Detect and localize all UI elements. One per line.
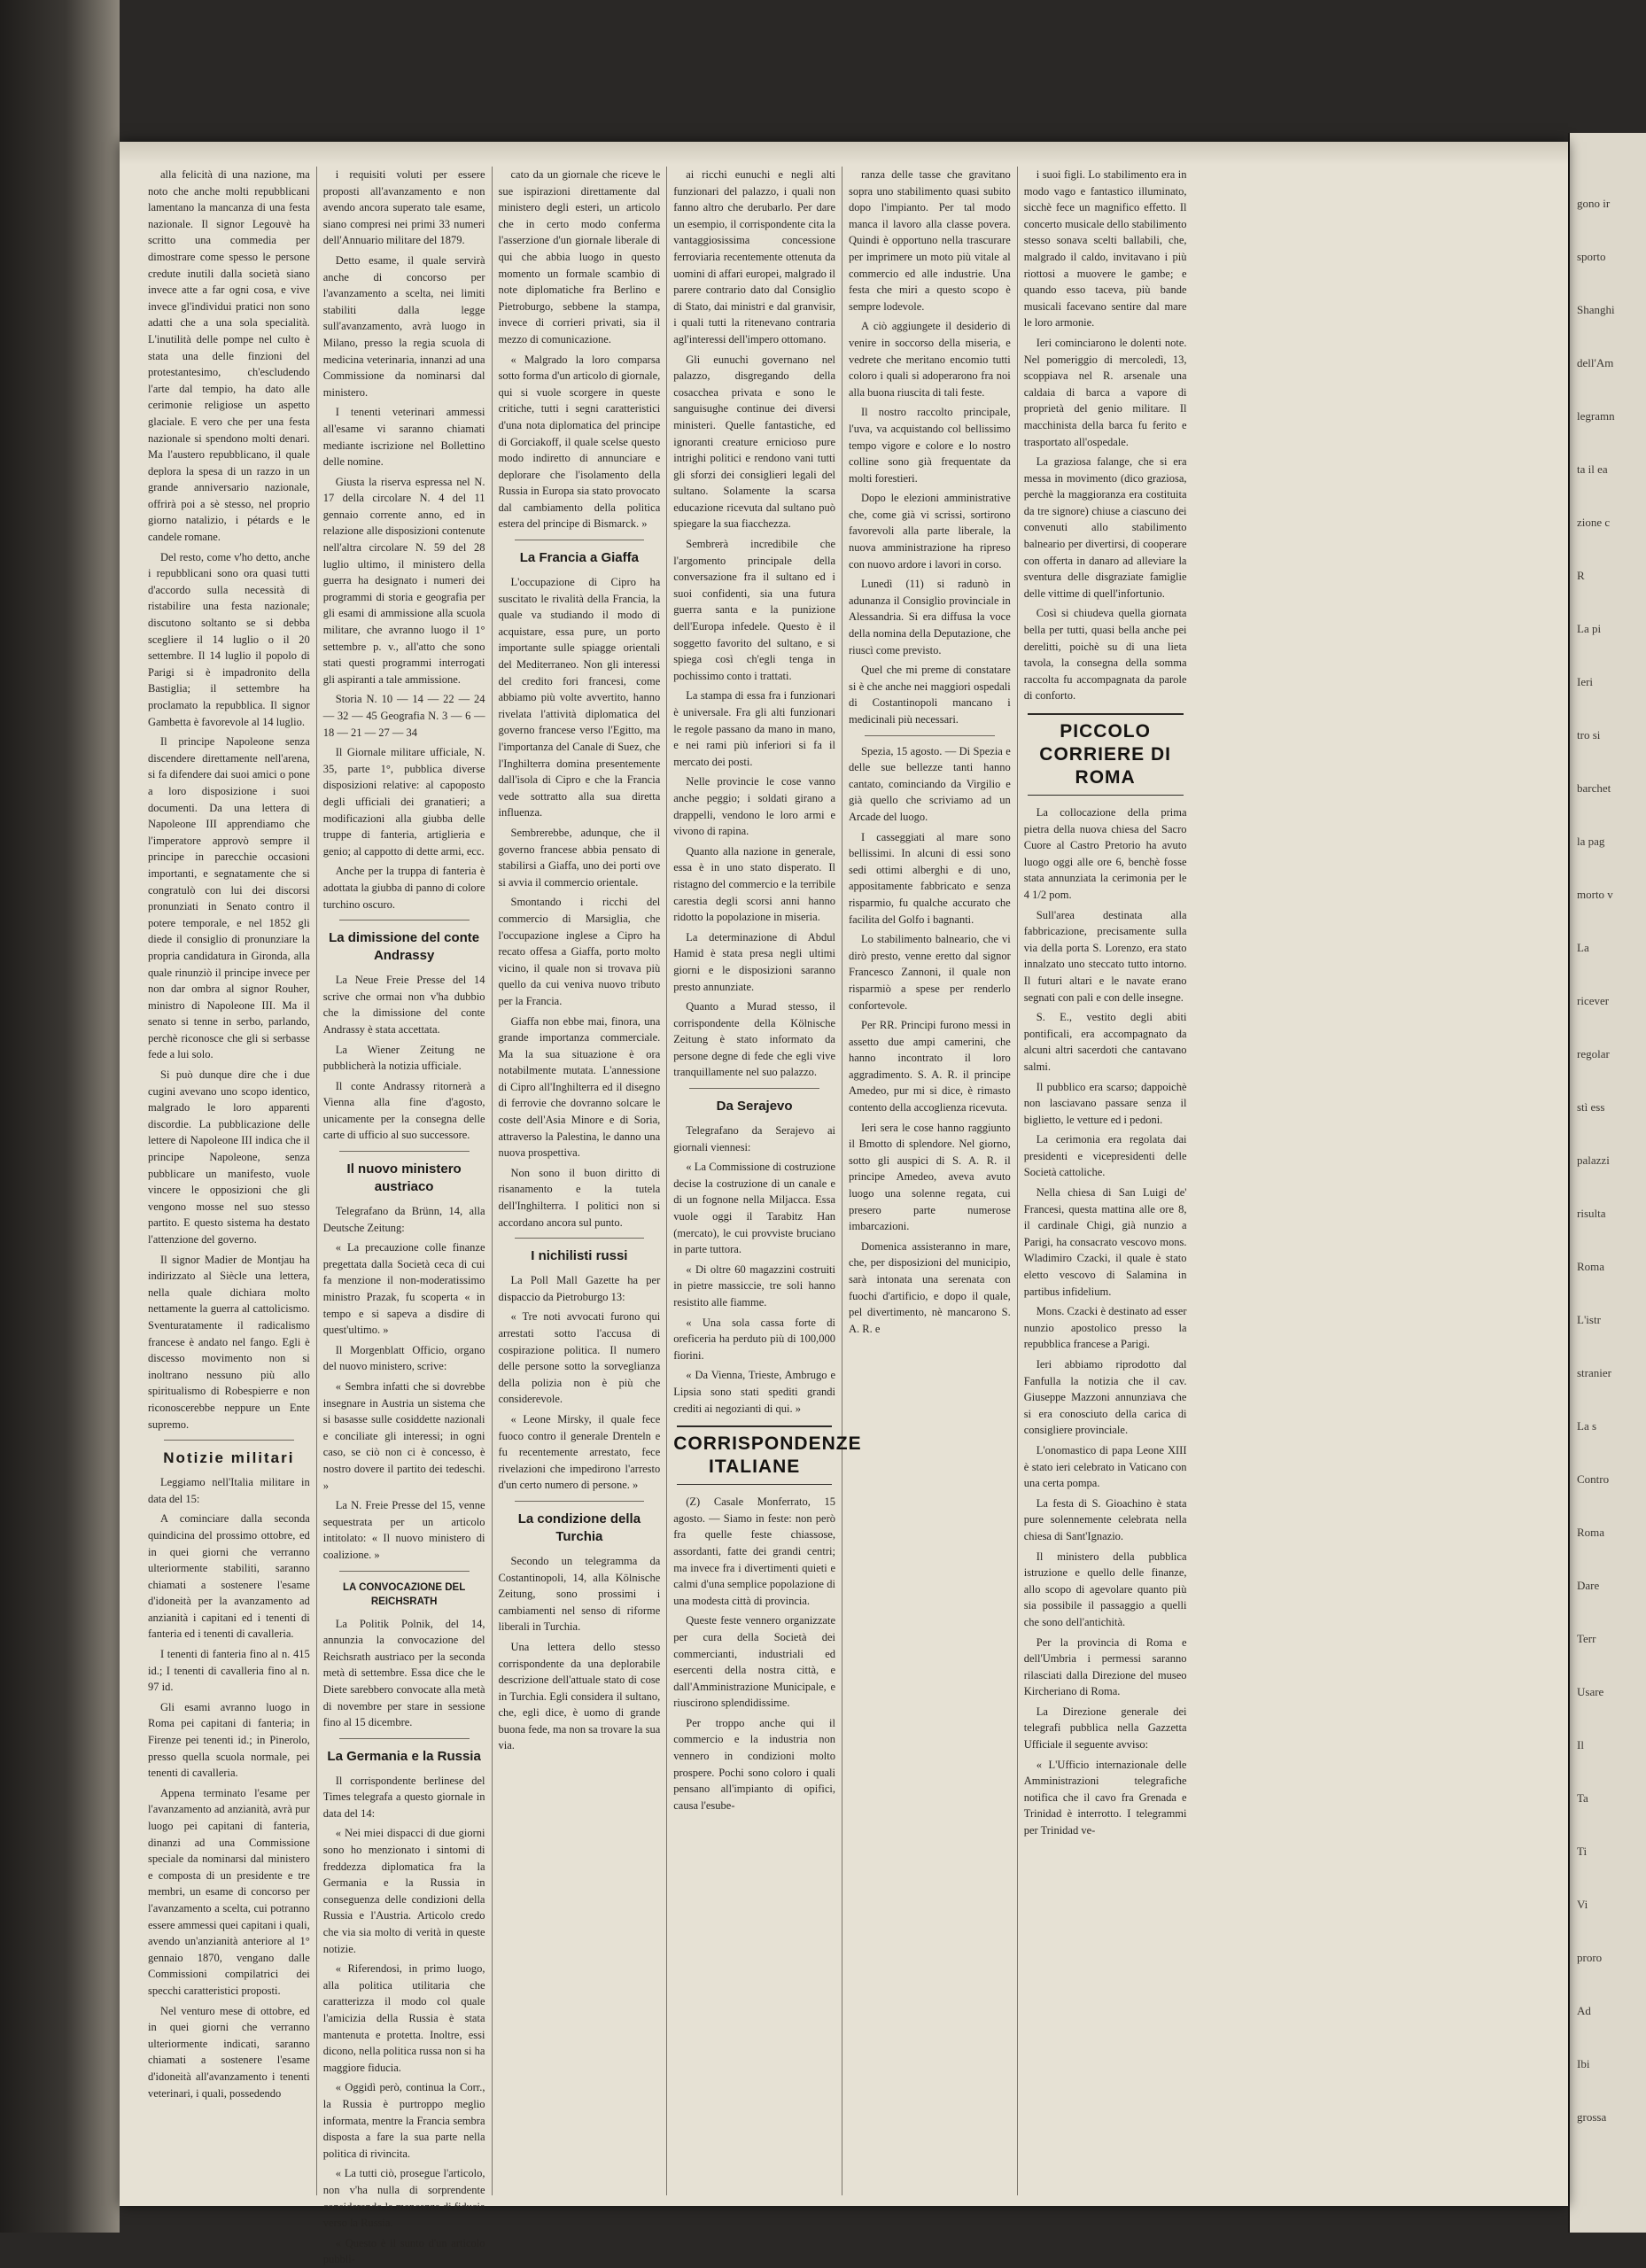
section-heading: La dimissione del conte Andrassy [329, 930, 480, 964]
divider [339, 1571, 470, 1572]
divider [164, 1440, 294, 1441]
paragraph: Telegrafano da Brünn, 14, alla Deutsche Zeitung: [322, 1205, 485, 1234]
paragraph: ai ricchi eunuchi e negli alti funzionari del palazzo, i quali non fanno altro che derubarlo. Per dare un esempio, il corrispondente cita la vantaggiosissima concessione ferroviaria recentemente ottenuta da uomini di affari europei, malgrado il parere contrario dato dal Consiglio di Stato, dai ministri e dal granvisir, i quali tutti la ritenevano contraria agl'interessi dell'impero ottomano. [673, 168, 835, 346]
adjacent-page-text: morto v [1577, 888, 1613, 901]
paragraph: Il pubblico era scarso; dappoichè non lasciavano passare senza il biglietto, le vetture ed i pedoni. [1023, 1080, 1187, 1126]
section-heading: Da Serajevo [716, 1099, 793, 1115]
adjacent-page-text: Il [1577, 1738, 1584, 1751]
paragraph: Sull'area destinata alla fabbricazione, precisamente sulla via della porta S. Lorenzo, era stato innalzato uno steccato tutto intorno. Il futuri altari e le navate erano segnati con pali e con delle insegne. [1023, 908, 1187, 1004]
section-heading: Notizie militari [163, 1449, 295, 1467]
adjacent-page-text: Ibi [1577, 2057, 1590, 2070]
paragraph: Detto esame, il quale servirà anche di concorso per l'avanzamento a scelta, nei limiti stabiliti dalla legge sull'avanzamento, avrà luogo in Milano, presso la regia scuola di medicina veterinaria, innanzi ad una Commissione da nominarsi dal ministero. [322, 253, 485, 399]
paragraph: La N. Freie Presse del 15, venne sequestrata per un articolo intitolato: « Il nuovo ministero di coalizione. » [322, 1499, 485, 1561]
paragraph: La Wiener Zeitung ne pubblicherà la notizia ufficiale. [322, 1043, 485, 1073]
paragraph: « La Commissione di costruzione decise la costruzione di un canale e di un fognone nella Miljacca. Essa vuole oggi il Tarabitz Han (mercato), le cui provviste bruciano in parte tuttora. [673, 1161, 835, 1256]
paragraph: Gli eunuchi governano nel palazzo, disgregando della cosacchea privata e sono le sanguisughe continue dei diversi ministeri. Quelle fantastiche, ed ignoranti creature ernicioso pure intrighi politici e rendono vani tutti gli sforzi dei consiglieri legali del sultano. Solamente la scarsa educazione ricevuta dal sultano può spiegare la sua fiacchezza. [673, 353, 835, 531]
paragraph: Il Morgenblatt Officio, organo del nuovo ministero, scrive: [322, 1343, 485, 1373]
adjacent-page-text: La [1577, 941, 1589, 954]
adjacent-page-text: La pi [1577, 622, 1602, 635]
paragraph: Leggiamo nell'Italia militare in data del 15: [148, 1476, 310, 1505]
paragraph: « Tre noti avvocati furono qui arrestati sotto l'accusa di cospirazione politica. Il numero delle persone sotto la sorveglianza della polizia non è più che considerevole. [498, 1310, 661, 1406]
paragraph: « Nei miei dispacci di due giorni sono ho menzionato i sintomi di freddezza diplomatica fra la Germania e la Russia in conseguenza delle condizioni della Russia e l'Austria. Articolo credo che via sia molto di verità in queste notizie. [322, 1827, 485, 1955]
paragraph: La Neue Freie Presse del 14 scrive che ormai non v'ha dubbio che la dimissione del conte Andrassy è stata accettata. [322, 974, 485, 1036]
paragraph: La Poll Mall Gazette ha per dispaccio da Pietroburgo 13: [498, 1274, 661, 1303]
paragraph: Smontando i ricchi del commercio di Marsiglia, che l'occupazione inglese a Cipro ha recato offesa a Giaffa, porto molto vicino, il quale non si trovava più quello da cui veniva nuovo tributo per la Francia. [498, 896, 661, 1007]
paragraph: Ieri cominciarono le dolenti note. Nel pomeriggio di mercoledì, 13, scoppiava nel R. arsenale una caldaia di barca a vapore di proprietà del genio militare. Il macchinista della barca fu ferito e trasportato all'ospedale. [1023, 336, 1187, 448]
paragraph: Storia N. 10 — 14 — 22 — 24 — 32 — 45 Geografia N. 3 — 6 — 18 — 21 — 27 — 34 [322, 693, 485, 739]
paragraph: Gli esami avranno luogo in Roma pei capitani di fanteria; in Firenze pei tenenti id.; in Pinerolo, presso quella scuola normale, pei tenenti di cavalleria. [148, 1700, 310, 1780]
paragraph: Mons. Czacki è destinato ad esser nunzio apostolico presso la repubblica francese a Parigi. [1023, 1305, 1187, 1351]
paragraph: « Riferendosi, in primo luogo, alla politica utilitaria che caratterizza il modo col quale l'amicizia della Russia è stata mantenuta e protetta. Inoltre, essi dicono, nella politica russa non si ha maggiore fiducia. [322, 1962, 485, 2074]
paragraph: i requisiti voluti per essere proposti all'avanzamento e non avendo ancora superato tale esame, siano compresi nei primi 33 numeri dell'Annuario militare del 1879. [322, 168, 485, 247]
paragraph: I tenenti di fanteria fino al n. 415 id.; I tenenti di cavalleria fino al n. 97 id. [148, 1648, 310, 1694]
paragraph: « La precauzione colle finanze pregettata dalla Società ceca di cui fa menzione il non-moderatissimo ministro Prazak, fu scoperta « in tempo e si sapeva a disdire di quest'ultimo. » [322, 1241, 485, 1337]
paragraph: Nelle provincie le cose vanno anche peggio; i soldati girano a drappelli, vendono le loro armi e vivono di rapina. [673, 775, 835, 838]
paragraph: L'onomastico di papa Leone XIII è stato ieri celebrato in Vaticano con una certa pompa. [1023, 1443, 1187, 1490]
paragraph: « Questo è il sunto d'un articolo pubbli- [322, 2236, 485, 2266]
paragraph: Il principe Napoleone senza discendere direttamente nell'arena, si fa difendere dai suoi amici o pone a loro disposizione i suoi documenti. Da una lettera di Napoleone III apprendiamo che l'imperatore approvò sempre il principe in parecchie occasioni importanti, e segnatamente che si congratulò con lui dei discorsi pronunziati in Senato contro il potere temporale, e nel 1852 gli diede il consiglio di pronunziare la propria candidatura in Gironda, alla quale rinunziò il principe invece per non dar ombra al signor Rouher, ministro di Napoleone III. Ma il senato si tenne in serbo, parlando, perchè riconosce che gli si serbasse fede a lui solo. [148, 735, 310, 1061]
paragraph: Del resto, come v'ho detto, anche i repubblicani sono ora quasi tutti d'accordo sulla necessità di ristabilire una festa nazionale; discutono soltanto se si debba scegliere il 14 luglio o il 20 settembre. Il 14 luglio il popolo di Parigi si è impadronito della Bastiglia; il settembre ha proclamato la repubblica. Il signor Gambetta è favorevole al 14 luglio. [148, 550, 310, 728]
column-grid [142, 167, 1543, 2266]
section-heading: La condizione della Turchia [517, 1511, 641, 1544]
paragraph: Quel che mi preme di constatare si è che anche nei maggiori ospedali di Costantinopoli mancano i medicinali più necessari. [849, 664, 1011, 726]
paragraph: Sembrerebbe, adunque, che il governo francese abbia pensato di stabilirsi a Giaffa, uno dei porti ove si avvia il commercio orientale. [498, 826, 661, 889]
adjacent-page-strip [1568, 133, 1646, 2233]
adjacent-page-text: Roma [1577, 1260, 1605, 1273]
paragraph: cato da un giornale che riceve le sue ispirazioni direttamente dal ministero degli esteri, un articolo che in certo modo conferma l'asserzione d'un giornale liberale di qui che abbia luogo in questo momento un formale scambio di note diplomatiche fra Berlino e Pietroburgo, sebbene la stampa, invece di corrieri privati, sia il mezzo di comunicazione. [498, 168, 661, 346]
adjacent-page-text: la pag [1577, 835, 1605, 848]
adjacent-page-text: La s [1577, 1419, 1597, 1433]
paragraph: A ciò aggiungete il desiderio di venire in soccorso della miseria, e vedrete che meritano encomio tutti coloro i quali si adoperarono fra noi alla buona riuscita di tali feste. [849, 320, 1011, 399]
paragraph: La cerimonia era regolata dai presidenti e vicepresidenti delle Società cattoliche. [1023, 1133, 1187, 1179]
scan-left-edge [0, 0, 120, 2233]
paragraph: Telegrafano da Serajevo ai giornali viennesi: [673, 1124, 835, 1153]
paragraph: Così si chiudeva quella giornata bella per tutti, quasi bella anche pei derelitti, poichè su di una lieta tavola, la consegna della somma raccolta fu accompagnata da parole di conforto. [1023, 607, 1187, 703]
paragraph: La Politik Polnik, del 14, annunzia la convocazione del Reichsrath austriaco per la seconda metà di settembre. Essa dice che le Diete sarebbero convocate alla metà di novembre per stare in sessione fino al 15 dicembre. [322, 1617, 485, 1729]
paragraph: Queste feste vennero organizzate per cura della Società dei commercianti, industriali ed esercenti della nostra città, e dall'Amministrazione Municipale, e riuscirono splendidissime. [673, 1614, 835, 1710]
paragraph: « Di oltre 60 magazzini costruiti in pietre massiccie, tre soli hanno resistito alle fiamme. [673, 1262, 835, 1309]
paragraph: La determinazione di Abdul Hamid è stata presa negli ultimi giorni e le disposizioni saranno presto annunziate. [673, 930, 835, 993]
paragraph: Si può dunque dire che i due cugini avevano uno scopo identico, malgrado le loro apparenti discordie. La pubblicazione delle lettere di Napoleone III indica che il principe Napoleone, senza pubblicare un manifesto, vuole vincere le opposizioni che gli vengono mosse nel suo stesso partito. E questo sistema ha destato l'attenzione del governo. [148, 1068, 310, 1246]
adjacent-page-text: palazzi [1577, 1153, 1610, 1167]
adjacent-page-text: ta il ea [1577, 462, 1608, 476]
double-rule-top [1028, 713, 1184, 715]
paragraph: Secondo un telegramma da Costantinopoli, 14, alla Kölnische Zeitung, sono prossimi i cambiamenti nel senso di riforme liberali in Turchia. [498, 1554, 661, 1634]
paragraph: La collocazione della prima pietra della nuova chiesa del Sacro Cuore al Castro Pretorio ha avuto luogo oggi alle ore 6, benchè fosse stata annunziata la cerimonia per le 4 1/2 pom. [1023, 806, 1187, 901]
paragraph: Appena terminato l'esame per l'avanzamento ad anzianità, avrà pur luogo pei capitani di fanteria, dinanzi ad una Commissione speciale da nominarsi dal ministero e composta di un presidente e tre membri, un esame di concorso per l'avanzamento a scelta, cui potranno essere ammessi quei capitani i quali, avendo un'anzianità anteriore al 1° gennaio 1870, vengano dalle Commissioni compilatrici dei specchi caratteristici proposti. [148, 1786, 310, 1997]
adjacent-page-text: Dare [1577, 1579, 1600, 1592]
divider [515, 1501, 645, 1502]
adjacent-page-text: zione c [1577, 516, 1611, 529]
section-heading: LA CONVOCAZIONE DEL REICHSRATH [343, 1581, 466, 1607]
paragraph: Anche per la truppa di fanteria è adottata la giubba di panno di colore turchino oscuro. [322, 865, 485, 911]
paragraph: Il corrispondente berlinese del Times telegrafa a questo giornale in data del 14: [322, 1774, 485, 1820]
paragraph: Nel venturo mese di ottobre, ed in quei giorni che verranno ulteriormente indicati, saranno chiamati a sostenere l'esame d'idoneità all'avanzamento i tenenti veterinari, i quali, possedendo [148, 2004, 310, 2100]
adjacent-page-text: Usare [1577, 1685, 1604, 1698]
paragraph: S. E., vestito degli abiti pontificali, era accompagnato da alcuni altri sacerdoti che cantavano salmi. [1023, 1011, 1187, 1073]
paragraph: « L'Ufficio internazionale delle Amministrazioni telegrafiche notifica che il cavo fra Grenada e Trinidad è interrotto. I telegrammi per Trinidad ve- [1023, 1758, 1187, 1837]
section-heading: La Francia a Giaffa [519, 550, 639, 566]
paragraph: Per RR. Principi furono messi in assetto due ampi camerini, che hanno incontrato il loro aggradimento. S. A. R. il principe Amedeo, pur mi si dice, è rimasto contento della accoglienza ricevuta. [849, 1019, 1011, 1115]
paragraph: Lunedì (11) si radunò in adunanza il Consiglio provinciale in Alessandria. Si era diffusa la voce della nomina della Deputazione, che riuscì come previsto. [849, 578, 1011, 656]
paragraph: « Oggidì però, continua la Corr., la Russia è purtroppo meglio informata, mentre la Francia sembra disposta a fare la sua parte nella politica di rivincita. [322, 2081, 485, 2160]
column-1 [142, 167, 317, 2195]
paragraph: Il conte Andrassy ritornerà a Vienna alla fine d'agosto, unicamente per la consegna delle carte di ufficio al suo successore. [322, 1079, 485, 1142]
adjacent-page-text: legramn [1577, 409, 1615, 423]
section-heading: I nichilisti russi [531, 1248, 628, 1264]
paragraph: A cominciare dalla seconda quindicina del prossimo ottobre, ed in quei giorni che verranno ulteriormente stabiliti, saranno chiamati a sostenere l'esame d'idoneità per la avanzamento ad anzianità i capitani ed i tenenti di fanteria ed i tenenti di cavalleria. [148, 1512, 310, 1641]
adjacent-page-text: Contro [1577, 1472, 1610, 1486]
adjacent-page-text: Ta [1577, 1791, 1588, 1805]
divider [339, 1151, 470, 1152]
paragraph: « Malgrado la loro comparsa sotto forma d'un articolo di giornale, qui si vuole scorgere in queste critiche, tutti i segni caratteristici d'una nota diplomatica del principe di Gorciakoff, il quale scelse questo modo indiretto di annunciare e deplorare che l'isolamento della Russia in Europa sia stato provocato dal cambiamento della politica estera del principe di Bismarck. » [498, 353, 661, 531]
paragraph: La stampa di essa fra i funzionari è universale. Fra gli alti funzionari le regole passano da mano in mano, e nei rami più inferiori si fa il mercato dei posti. [673, 689, 835, 768]
paragraph: i suoi figli. Lo stabilimento era in modo vago e fantastico illuminato, sicchè fece un magnifico effetto. Il concerto musicale dello stabilimento stesso sonava scelti ballabili, che, malgrado il caldo, invitavano i più riottosi a muovere le gambe; e quando esso taceva, più bande musicali facevano sentire dal mare le loro armonie. [1023, 168, 1187, 330]
adjacent-page-text: Vi [1577, 1898, 1588, 1911]
paragraph: I casseggiati al mare sono bellissimi. In alcuni di essi sono sedi ottimi alberghi e di uno, appositamente fabbricato e senza risparmio, fu qualche accurato che facilita del Golfo i bagnanti. [849, 830, 1011, 926]
adjacent-page-text: barchet [1577, 781, 1611, 795]
paragraph: ranza delle tasse che gravitano sopra uno stabilimento quasi subito dopo l'impianto. Per tal modo manca il lavoro alla classe povera. Quindi è opportuno nella trascurare per imprimere un moto più vitale al commercio ed alle industrie. Una festa che miri a questo scopo è sempre lodevole. [849, 168, 1011, 313]
adjacent-page-text: R [1577, 569, 1585, 582]
paragraph: La graziosa falange, che si era messa in movimento (dico graziosa, perchè la maggioranza era costituita da tre signore) chiuse a ciascuno dei convenuti allo stabilimento balneario per divertirsi, di cooperare con offerta in danaro ad alleviare la sventura delle disgraziate famiglie delle vittime di quell'infortunio. [1023, 455, 1187, 600]
paragraph: Non sono il buon diritto di risanamento e la tutela dell'Inghilterra. I politici non si accordano ancora sul punto. [498, 1166, 661, 1229]
adjacent-page-text: sporto [1577, 250, 1606, 263]
paragraph: Quanto a Murad stesso, il corrispondente della Kölnische Zeitung è stato informato da persone degne di fede che egli vive tranquillamente nel suo palazzo. [673, 1000, 835, 1079]
section-heading: Il nuovo ministero austriaco [346, 1161, 462, 1195]
column-2 [317, 167, 493, 2266]
double-rule-bottom [677, 1484, 832, 1485]
paragraph: Domenica assisteranno in mare, che, per disposizioni del municipio, sarà intonata una serenata con fuochi d'artificio, e dopo il quale, pel divertimento, nè mancarono S. A. R. e [849, 1239, 1011, 1335]
divider [865, 735, 995, 736]
adjacent-page-text: grossa [1577, 2110, 1607, 2124]
paragraph: Giaffa non ebbe mai, finora, una grande importanza commerciale. Ma la sua situazione è ora notabilmente mutata. L'annessione di Cipro all'Inghilterra ed il disegno di ferrovie che dovranno solcare le coste dell'Asia Minore e di Soria, attraverso la Palestina, le danno una nuova prospettiva. [498, 1014, 661, 1160]
paragraph: Nella chiesa di San Luigi de' Francesi, questa mattina alle ore 8, il cardinale Chigi, già nunzio a Parigi, ha consacrato vescovo mons. Wladimiro Czacki, il quale è stato eletto vescovo di Salamina in partibus infidelium. [1023, 1186, 1187, 1298]
adjacent-page-text: risulta [1577, 1207, 1606, 1220]
paragraph: « Sembra infatti che si dovrebbe insegnare in Austria un sistema che si basasse sulle cosiddette nazionali e conciliate gli interessi; in ogni caso, se ciò non ci è concesso, è nostro dovere il partito dei tedeschi. » [322, 1380, 485, 1492]
section-heading-large: PICCOLO CORRIERE DI ROMA [1039, 721, 1171, 788]
section-heading: La Germania e la Russia [327, 1748, 481, 1764]
paragraph: Lo stabilimento balneario, che vi dirò presto, venne eretto dal signor Francesco Zannoni, il quale non risparmiò a spese per renderlo confortevole. [849, 933, 1011, 1012]
paragraph: Una lettera dello stesso corrispondente da una deplorabile descrizione dell'attuale stato di cose in Turchia. Egli considera il sultano, che, egli dice, è uomo di grande buona fede, ma non sa trovare la sua via. [498, 1640, 661, 1752]
paragraph: Sembrerà incredibile che l'argomento principale della conversazione fra il sultano ed i suoi confidenti, sia una futura guerra santa e la punizione dell'Europa infedele. Questo è il soggetto favorito del sultano, e si spiega così ch'egli tenga in pochissimo conto i trattati. [673, 538, 835, 682]
adjacent-page-text: Terr [1577, 1632, 1596, 1645]
paragraph: Il ministero della pubblica istruzione e quello delle finanze, allo scopo di agevolare quanto più sia possibile il passaggio a quelli che sono dell'antichità. [1023, 1550, 1187, 1628]
divider [689, 1088, 819, 1089]
adjacent-page-text: ricever [1577, 994, 1610, 1007]
paragraph: La Direzione generale dei telegrafi pubblica nella Gazzetta Ufficiale il seguente avviso: [1023, 1705, 1187, 1751]
adjacent-page-text: Roma [1577, 1526, 1605, 1539]
adjacent-page-text: stranier [1577, 1366, 1611, 1379]
divider [339, 1738, 470, 1739]
paragraph: Spezia, 15 agosto. — Di Spezia e delle sue bellezze tanti hanno cantato, cominciando da Virgilio e già quello che scriviamo ad un Arcade del luogo. [849, 744, 1011, 823]
adjacent-page-text: dell'Am [1577, 356, 1614, 369]
adjacent-page-text: Ti [1577, 1845, 1588, 1858]
paragraph: Giusta la riserva espressa nel N. 17 della circolare N. 4 del 11 gennaio corrente anno, ed in relazione alle disposizioni contenute nell'altra circolare N. 59 del 28 luglio ultimo, il ministero della guerra ha designato i numeri dei programmi di storia e geografia per gli esami di ammissione alla scuola militare, che avranno luogo il 1° settembre p. v., all'atto che sono stati questi programmi interrogati gli aspiranti a tale ammissione. [322, 475, 485, 686]
paragraph: L'occupazione di Cipro ha suscitato le rivalità della Francia, la quale va studiando il modo di acquistare, essa pure, un porto importante sulle spiagge orientali del Mediterraneo. Non gli interessi del credito fori francesi, come abbiamo più volte avvertito, hanno rivelata l'attività diplomatica del governo francese verso l'Egitto, ma l'importanza del Canale di Suez, che l'Inghilterra domina presentemente dall'isola di Cipro e che la Francia vede sottratto alla sua diretta influenza. [498, 576, 661, 819]
paragraph: Per troppo anche qui il commercio e la industria non vennero in condizioni molto prospere. Pochi sono coloro i quali pensano all'impianto di opifici, causa l'esube- [673, 1716, 835, 1812]
divider [515, 1238, 645, 1239]
paragraph: « Una sola cassa forte di oreficeria ha perduto più di 100,000 fiorini. [673, 1316, 835, 1362]
paragraph: Dopo le elezioni amministrative che, come già vi scrissi, sortirono favorevoli alla parte liberale, la nuova amministrazione ha ripreso con nuovo ardore i lavori in corso. [849, 492, 1011, 571]
newspaper-page [120, 142, 1568, 2266]
adjacent-page-text: regolar [1577, 1047, 1610, 1060]
column-6 [1018, 167, 1193, 2195]
adjacent-page-text: Ad [1577, 2004, 1591, 2017]
paragraph: I tenenti veterinari ammessi all'esame vi saranno chiamati mediante iscrizione nel Bollettino delle nomine. [322, 406, 485, 469]
paragraph: (Z) Casale Monferrato, 15 agosto. — Siamo in feste: non però fra quelle feste chiassose, assordanti, fatte dei grandi centri; ma invece fra i divertimenti quieti e calmi d'una semplice popolazione di una modesta città di provincia. [673, 1495, 835, 1607]
paragraph: Per la provincia di Roma e dell'Umbria i permessi saranno rilasciati dalla Direzione del museo Kircheriano di Roma. [1023, 1635, 1187, 1698]
adjacent-page-text: stì ess [1577, 1100, 1605, 1114]
paragraph: La festa di S. Gioachino è stata pure solennemente celebrata nella chiesa di Sant'Ignazio. [1023, 1496, 1187, 1542]
paragraph: Il Giornale militare ufficiale, N. 35, parte 1°, pubblica diverse disposizioni relative: al capoposto degli ufficiali dei granatieri; a modificazioni alla giubba delle truppe di fanteria, artiglieria e genio; al cappotto di dette armi, ecc. [322, 746, 485, 858]
paragraph: Il signor Madier de Montjau ha indirizzato al Siècle una lettera, nella quale dichiara molto nettamente la guerra al cattolicismo. Sventuratamente il radicalismo francese è andato nel fango. Egli è discesso movimento non si inoltrano nessuno più allo spiritualismo di Robespierre e non riconoscerebbe neppure un Ente supremo. [148, 1253, 310, 1431]
paragraph: « Da Vienna, Trieste, Ambrugo e Lipsia sono stati spediti grandi crediti ai negozianti di qui. » [673, 1369, 835, 1415]
column-4 [667, 167, 862, 2195]
paragraph: « Leone Mirsky, il quale fece fuoco contro il generale Drenteln e fu recentemente arrestato, fece rivelazioni che impedirono l'arresto d'un certo numero di persone. » [498, 1412, 661, 1492]
adjacent-page-text: L'istr [1577, 1313, 1601, 1326]
section-heading-large: CORRISPONDENZE ITALIANE [673, 1433, 862, 1478]
adjacent-page-text: proro [1577, 1951, 1603, 1964]
paragraph: Ieri sera le cose hanno raggiunto il Bmotto di splendore. Nel giorno, sotto gli auspici di S. A. R. il principe Amedeo, aveva avuto luogo una solenne regata, cui presero parte numerose imbarcazioni. [849, 1121, 1011, 1233]
column-5 [842, 167, 1018, 2195]
column-3 [493, 167, 668, 2195]
paragraph: « La tutti ciò, prosegue l'articolo, non v'ha nulla di sorprendente considerando la mancanza di fiducia verso la Russia. [322, 2167, 485, 2230]
paragraph: Ieri abbiamo riprodotto dal Fanfulla la notizia che il cav. Giuseppe Mazzoni annunziava che si era conosciuto della carica di consigliere provinciale. [1023, 1358, 1187, 1437]
adjacent-page-text: gono ir [1577, 197, 1611, 210]
adjacent-page-text: tro si [1577, 728, 1601, 742]
adjacent-page-text: Shanghi [1577, 303, 1615, 316]
paragraph: alla felicità di una nazione, ma noto che anche molti repubblicani lamentano la mancanza di una festa nazionale. Il signor Legouvè ha scritto una commedia per dimostrare come spesso le persone credute inutili dalla società siano invece atte a far ogni cosa, e vive invece gl'individui pratici non sono adatti che a una sola specialità. L'inutilità delle pompe nel culto è stata una delle finzioni del protestantesimo, ch'escludendo l'arte dal tempio, ha dato alle cerimonie religiose un aspetto glaciale. E vero che per una festa nazionale si spendono molti denari. Ma l'austero repubblicano, il quale deplora la spesa di un razzo in un grande anniversario nazionale, offrirà poi a sè stesso, nel proprio giorno natalizio, i pétards e le candele romane. [148, 168, 310, 544]
double-rule-bottom [1028, 795, 1184, 796]
double-rule-top [677, 1425, 832, 1427]
paragraph: Quanto alla nazione in generale, essa è in uno stato disperato. Il ristagno del commercio e la terribile carestia degli scorsi anni hanno ridotto la popolazione in miseria. [673, 844, 835, 924]
adjacent-page-text: Ieri [1577, 675, 1594, 688]
paragraph: Il nostro raccolto principale, l'uva, va acquistando col bellissimo tempo vigore e colore e lo nostro colline sono già frequentate da molti forestieri. [849, 406, 1011, 485]
